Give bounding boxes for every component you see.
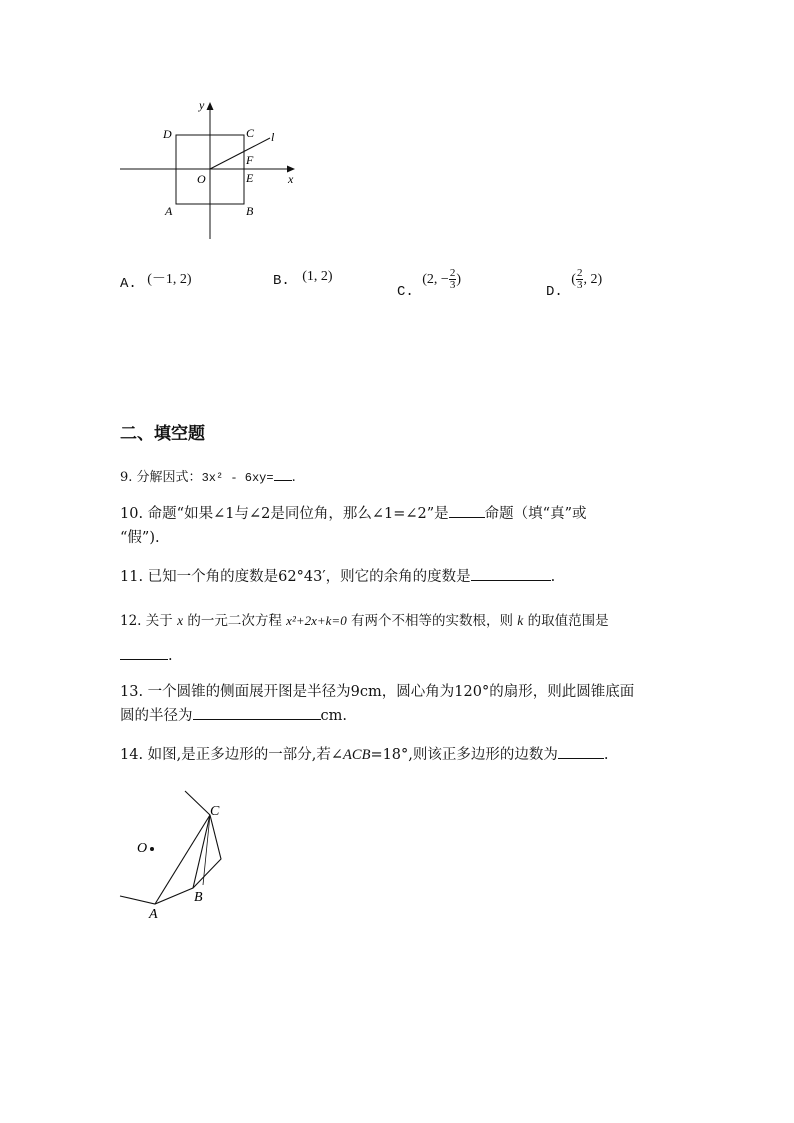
q9-expr: 3x² - 6xy= bbox=[201, 471, 274, 485]
question-13-line2 bbox=[120, 705, 347, 726]
q14-blank bbox=[558, 744, 604, 759]
q11-blank bbox=[471, 566, 551, 581]
option-d-den: 3 bbox=[576, 279, 583, 291]
q13-number: 13. bbox=[120, 684, 144, 700]
polygon-edges bbox=[120, 791, 221, 904]
option-c-coord bbox=[422, 267, 461, 291]
label-B: B bbox=[194, 890, 203, 905]
option-b-label: B. bbox=[273, 273, 290, 289]
question-10-line2 bbox=[120, 528, 160, 548]
q10-blank bbox=[449, 503, 485, 518]
label-A: A bbox=[165, 204, 173, 218]
label-C: C bbox=[246, 126, 255, 140]
coordinate-square-figure bbox=[115, 95, 305, 245]
label-O: O bbox=[137, 841, 148, 856]
option-b bbox=[273, 269, 333, 289]
q12-a: 关于 bbox=[145, 613, 173, 629]
label-F: F bbox=[246, 153, 254, 167]
option-a-label: A. bbox=[120, 276, 137, 292]
option-d-open-paren: ( bbox=[571, 271, 576, 287]
q13-blank bbox=[193, 705, 321, 720]
q10-number: 10. bbox=[120, 506, 144, 522]
q12-b: 的一元二次方程 bbox=[187, 613, 282, 629]
option-b-coord: (1, 2) bbox=[302, 269, 333, 284]
label-B: B bbox=[246, 204, 254, 218]
q10-line1-b: 命题（填“真”或 bbox=[484, 506, 587, 522]
option-d bbox=[546, 267, 603, 300]
q14-acb: ACB bbox=[343, 747, 371, 763]
section-title: 二、填空题 bbox=[120, 424, 205, 444]
option-c-num: 2 bbox=[449, 267, 456, 279]
q12-k: k bbox=[517, 613, 524, 628]
question-12 bbox=[120, 611, 609, 631]
q11-tail: . bbox=[550, 569, 556, 585]
option-c-post: ) bbox=[456, 271, 461, 287]
question-11 bbox=[120, 566, 555, 587]
q10-line1-a: 命题“如果∠1与∠2是同位角，那么∠1=∠2”是 bbox=[147, 506, 449, 522]
q12-d: 的取值范围是 bbox=[527, 613, 609, 629]
q9-blank bbox=[274, 466, 292, 481]
q9-number: 9. bbox=[120, 470, 133, 485]
option-c bbox=[397, 267, 461, 300]
option-d-num: 2 bbox=[576, 267, 583, 279]
option-a-coord: (－1, 2) bbox=[147, 272, 192, 287]
q14-tail: . bbox=[603, 747, 609, 763]
option-d-label: D. bbox=[546, 283, 563, 300]
label-C: C bbox=[210, 804, 220, 819]
q12-number: 12. bbox=[120, 613, 142, 629]
q11-number: 11. bbox=[120, 569, 144, 585]
option-d-coord bbox=[571, 267, 603, 291]
q14-a: 如图,是正多边形的一部分,若∠ bbox=[147, 747, 344, 763]
q13-line1: 一个圆锥的侧面展开图是半径为9cm，圆心角为120°的扇形，则此圆锥底面 bbox=[147, 684, 635, 700]
q14-number: 14. bbox=[120, 747, 144, 763]
q10-line2: “假”). bbox=[120, 530, 160, 546]
question-10 bbox=[120, 503, 586, 524]
q12-blank bbox=[120, 645, 168, 660]
polygon-figure bbox=[115, 785, 245, 925]
center-point-O bbox=[150, 847, 154, 851]
option-c-pre: (2, − bbox=[422, 271, 449, 287]
segment-BC bbox=[193, 815, 210, 888]
q12-equation: x²+2x+k=0 bbox=[286, 613, 347, 628]
label-x: x bbox=[288, 172, 294, 186]
q12-x: x bbox=[177, 613, 184, 628]
label-O: O bbox=[197, 172, 206, 186]
q11-text: 已知一个角的度数是62°43′，则它的余角的度数是 bbox=[147, 569, 471, 585]
option-c-label: C. bbox=[397, 283, 414, 300]
label-y: y bbox=[199, 98, 205, 112]
label-A: A bbox=[149, 907, 158, 922]
label-D: D bbox=[163, 127, 172, 141]
q12-c: 有两个不相等的实数根，则 bbox=[351, 613, 513, 629]
line-l bbox=[210, 138, 270, 169]
question-9 bbox=[120, 466, 296, 488]
q9-text: 分解因式： bbox=[136, 470, 202, 485]
option-d-post: , 2) bbox=[583, 271, 603, 287]
label-l: l bbox=[271, 130, 275, 144]
q14-b: =18°,则该正多边形的边数为 bbox=[370, 747, 558, 763]
q13-line2-a: 圆的半径为 bbox=[120, 708, 193, 724]
question-13 bbox=[120, 682, 634, 702]
y-axis-arrow bbox=[207, 102, 214, 110]
option-a bbox=[120, 272, 192, 292]
q12-line2-tail: . bbox=[168, 648, 173, 664]
question-14 bbox=[120, 744, 609, 765]
question-12-line2 bbox=[120, 645, 173, 666]
q13-line2-b: cm. bbox=[320, 708, 347, 724]
label-E: E bbox=[246, 171, 254, 185]
q9-tail: . bbox=[291, 470, 296, 485]
option-c-den: 3 bbox=[449, 279, 456, 291]
